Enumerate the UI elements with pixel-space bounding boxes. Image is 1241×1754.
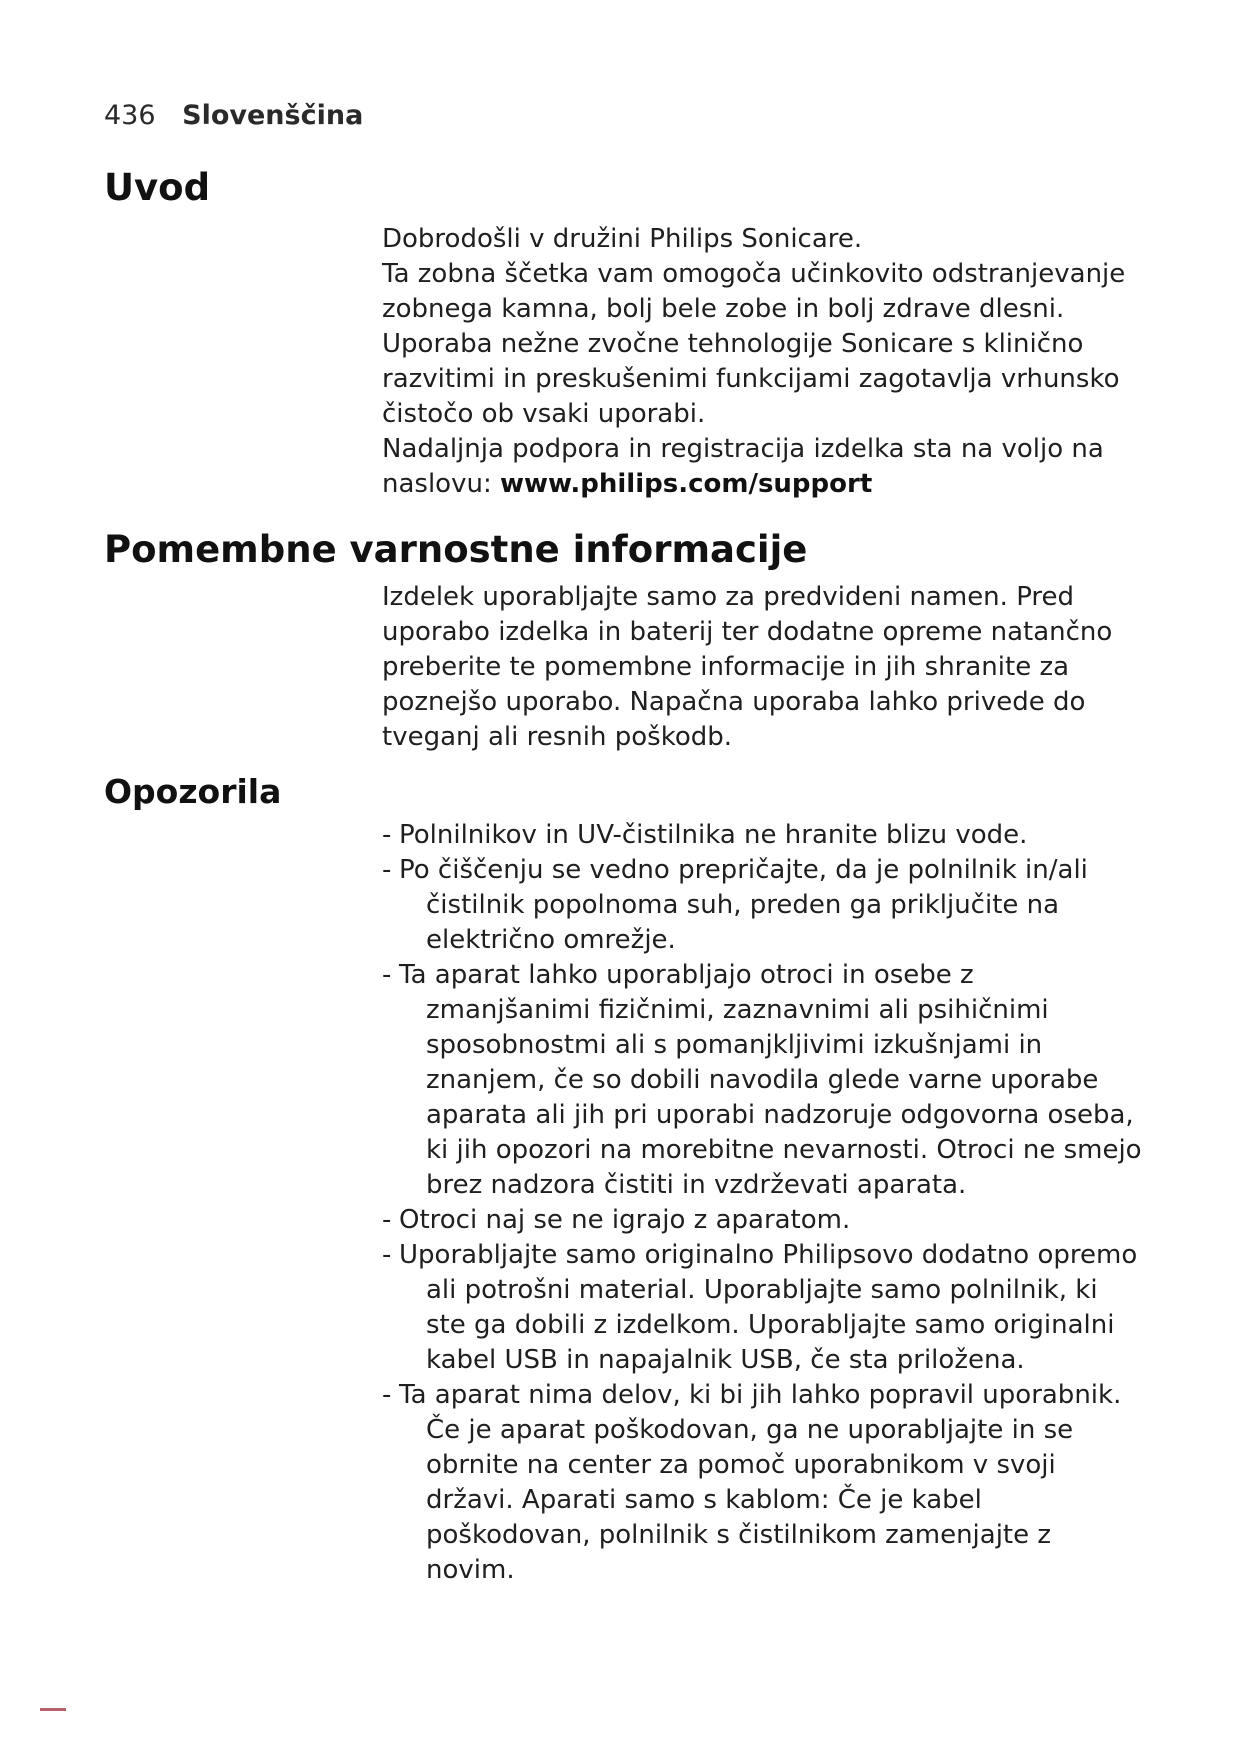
warning-item [382, 1238, 1142, 1378]
warning-text: Otroci naj se ne igrajo z aparatom. [399, 1205, 851, 1235]
intro-paragraph: Dobrodošli v družini Philips Sonicare. [382, 224, 863, 254]
warning-item [382, 958, 1142, 1203]
support-text: Nadaljnja podpora in registracija izdelka sta na voljo na naslovu: [382, 434, 1104, 499]
support-paragraph [382, 432, 1142, 502]
warning-item [382, 818, 1142, 853]
intro-heading: Uvod [104, 166, 211, 209]
bullet-dash: - [382, 960, 392, 990]
warning-text: Po čiščenju se vedno prepričajte, da je polnilnik in/ali čistilnik popolnoma suh, preden ga priključite na električno omrežje. [399, 855, 1088, 955]
bullet-dash: - [382, 1240, 392, 1270]
warning-item [382, 1203, 1142, 1238]
corner-mark [40, 1708, 66, 1711]
warning-item [382, 853, 1142, 958]
safety-paragraph: Izdelek uporabljajte samo za predvideni namen. Pred uporabo izdelka in baterij ter dodatne opreme natančno preberite te pomembne informacije in jih shranite za poznejšo uporabo. Napačna uporaba lahko privede do tveganj ali resnih poškodb. [382, 582, 1113, 752]
support-link[interactable]: www.philips.com/support [499, 469, 873, 499]
bullet-dash: - [382, 820, 392, 850]
warning-text: Uporabljajte samo originalno Philipsovo dodatno opremo ali potrošni material. Uporabljajte samo polnilnik, ki ste ga dobili z izdelkom. Uporabljajte samo originalni kabel USB in napajalnik USB, če sta priložena. [399, 1240, 1138, 1375]
page-header [104, 98, 363, 134]
bullet-dash: - [382, 1205, 392, 1235]
warning-text: Ta aparat nima delov, ki bi jih lahko popravil uporabnik. Če je aparat poškodovan, ga ne uporabljajte in se obrnite na center za pomoč uporabnikom v svoji državi. Aparati samo s kablom: Če je kabel poškodovan, polnilnik s čistilnikom zamenjajte z novim. [399, 1380, 1122, 1585]
warnings-heading: Opozorila [104, 772, 282, 811]
warnings-body [382, 818, 1142, 1588]
warnings-list [382, 818, 1142, 1588]
bullet-dash: - [382, 1380, 392, 1410]
intro-body [382, 222, 1142, 502]
warning-text: Polnilnikov in UV-čistilnika ne hranite blizu vode. [399, 820, 1028, 850]
intro-paragraph: Uporaba nežne zvočne tehnologije Sonicare s klinično razvitimi in preskušenimi funkcijami zagotavlja vrhunsko čistočo ob vsaki uporabi. [382, 329, 1120, 429]
safety-heading: Pomembne varnostne informacije [104, 528, 808, 571]
warning-item [382, 1378, 1142, 1588]
page-language: Slovenščina [182, 100, 364, 131]
page-number: 436 [104, 100, 156, 131]
warning-text: Ta aparat lahko uporabljajo otroci in osebe z zmanjšanimi fizičnimi, zaznavnimi ali psihičnimi sposobnostmi ali s pomanjkljivimi izkušnjami in znanjem, če so dobili navodila glede varne uporabe aparata ali jih pri uporabi nadzoruje odgovorna oseba, ki jih opozori na morebitne nevarnosti. Otroci ne smejo brez nadzora čistiti in vzdrževati aparata. [399, 960, 1142, 1200]
bullet-dash: - [382, 855, 392, 885]
safety-body [382, 580, 1142, 755]
intro-paragraph: Ta zobna ščetka vam omogoča učinkovito odstranjevanje zobnega kamna, bolj bele zobe in bolj zdrave dlesni. [382, 259, 1126, 324]
